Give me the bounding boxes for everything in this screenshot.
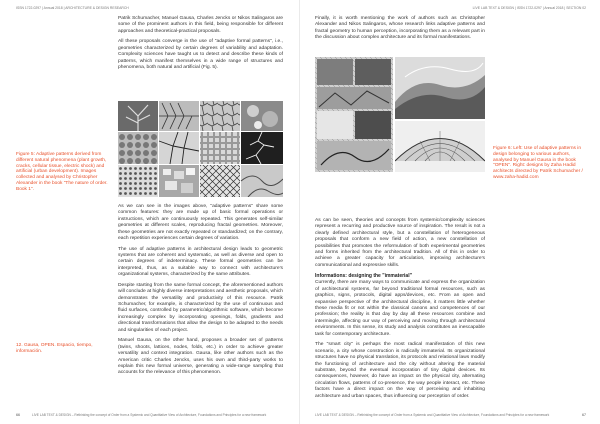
running-header-right: LIVE LAB TEXT & DESIGN | ISSN 1722-0297 | Annual 2018 | SECTION 02 <box>472 6 586 10</box>
section-heading: Informations: designing the "immaterial" <box>315 273 412 280</box>
fig5-tile <box>200 101 240 131</box>
right-text-column-top <box>315 16 485 46</box>
fig6-model-photo <box>317 141 391 170</box>
figure-6-left-svg <box>315 57 393 172</box>
figure-5-svg <box>118 101 283 197</box>
page-number-right: 67 <box>582 413 586 417</box>
fig5-tile <box>200 165 240 197</box>
paragraph: Currently, there are many ways to communicate and express the organization of architectural systems, far beyond traditional formal resources, such as graphics, signs, protocols, digital apps/devices, etc. From an open and expansive perspective of the architectural discipline, it matters little whether these media fit or not within the classical canons and competences of our profession; the reality is that day by day all these resources combine and intermingle, affecting our way of perceiving and moving through architectural environments. In this sense, its study and analysis constitutes an inescapable task for contemporary architecture. <box>315 280 485 337</box>
figure-6-zaha-render <box>395 57 485 119</box>
paragraph: Finally, it is worth mentioning the work of authors such as Christopher Alexander and Nikos Salingaros, whose research links adaptive patterns and fractal geometry to human perception, incorporating them as a relevant part in the discussion about complex architecture and its formal manifestations. <box>315 16 485 41</box>
paragraph: All these proposals converge in the use of "adaptive formal patterns", i.e., geometries characterized by certain degrees of variability and adaptation. Complexity sciences have taught us to detect and describe these kinds of patterns, which manifest themselves in a wide range of structures and phenomena, both natural and artificial (Fig. 5). <box>118 39 283 71</box>
paragraph: The use of adaptive patterns in architectural design leads to geometric systems that are coherent and systematic, as well as diverse and open to certain degrees of indeterminacy. These formal geometries can be interpreted, thus, as a suitable way to connect with architecture's organizational systems, characterized by the same attributes. <box>118 246 283 278</box>
fig6-model-photo <box>355 59 391 85</box>
fig5-tile <box>159 165 199 197</box>
page-number-left: 66 <box>16 413 20 417</box>
fig6-model-photo <box>355 111 391 139</box>
footnote-12: 12. Gausa, OPEN. Espacio, tiempo, información. <box>16 343 93 354</box>
fig5-tile <box>241 165 283 197</box>
fig5-tile <box>241 132 283 164</box>
fig6-model-photo <box>317 59 353 85</box>
figure-6-shell-svg <box>395 121 485 172</box>
figure-6-parametric-shell <box>395 121 485 172</box>
running-footer-right: LIVE LAB TEXT & DESIGN – Rethinking the concept of Order from a Systemic and Quantitative View of Architecture, Foundations and Principles for a new framework <box>315 413 550 417</box>
fig5-tile <box>159 132 199 164</box>
figure-5-caption: Figure 5: Adaptive patterns derived from different natural phenomena (plant growth, cracks, cellular tissue, electric shock) and artificial (urban development). Images collected and analysed by Christopher Alexander in the book "The nature of order. Book 1". <box>16 152 108 192</box>
right-page <box>300 0 600 424</box>
figure-6-caption: Figure 6: Left: Use of adaptive patterns in design belonging to various authors, analysed by Manuel Gausa in the book "OPEN". Right: designs by Zaha Hadid architects directed by Patrik Schumacher / www.zaha-hadid.com <box>493 146 583 180</box>
paragraph: The "smart city" is perhaps the most radical manifestation of this new scenario, a city whose construction is radically immaterial. Its organizational structures have no physical translation, its protocols and relational laws modify the functioning of architecture and the city without altering the material substrate, beyond the eventual incorporation of tiny digital devices. Its consequences, however, do have an impact on the physical city, alternating circulation flows, patterns of co-presence, the way people interact, etc. These factors have a direct impact on the way of perceiving and inhabiting architecture and urban spaces, thus influencing our perception of order. <box>315 342 485 399</box>
fig6-model-photo <box>317 111 353 139</box>
figure-6-left-image <box>315 57 393 172</box>
paragraph: As we can see in the images above, "adaptive patterns" share some common features: they are made up of basic formal operations or instructions, which are continuously repeated. This generates self-similar geometries at different scales, reproducing fractal geometries. Moreover, these geometries are not exactly repeated or standardized; on the contrary, each repetition experiences certain degrees of variation. <box>118 204 283 242</box>
paragraph: Manuel Gausa, on the other hand, proposes a broader set of patterns (twins, shoots, lattices, nodes, folds, etc.) in order to achieve greater versatility and context integration. Gausa, like other authors such as the American critic Charles Jencks, uses his own and third-party works to explain this new formal universe, generating a wide-range sampling that accounts for the relevance of this phenomenon. <box>118 338 283 376</box>
fig5-tile <box>118 101 158 131</box>
running-header-left: ISSN 1722-0297 | Annual 2018 | ARCHITECTURE & DESIGN RESEARCH <box>16 6 129 10</box>
fig5-tile <box>241 101 283 131</box>
fig5-tile <box>118 165 158 197</box>
paragraph: Patrik Schumacher, Manuel Gausa, Charles Jencks or Nikos Salingaros are some of the prominent authors in this field, being responsible for different approaches and theoretical-practical proposals. <box>118 16 283 34</box>
paragraph: Despite starting from the same formal concept, the aforementioned authors will conclude at highly diverse interpretations and aesthetic proposals, which demonstrates the versatility and productivity of this resource. Patrik Schumacher, for example, is characterized by the use of continuous and fluid surfaces, controlled by parametric/algorithmic software, which become increasingly complex by incorporating openings, folds, gradients and directional transformations that allow the design to be adapted to the needs and singularities of each project. <box>118 282 284 333</box>
fig5-tile <box>118 132 158 164</box>
fig5-tile <box>200 132 240 164</box>
left-text-column-top <box>118 16 283 76</box>
right-text-column-bottom <box>315 218 485 404</box>
figure-6-render-svg <box>395 57 485 119</box>
paragraph: As can be seen, theories and concepts from systemic/complexity sciences represent a recurring and productive source of inspiration. The result is not a clearly defined architectural style, but a constellation of heterogeneous proposals that conform a new field of action, a new constellation of possibilities that promotes the reformulation of both experimental geometries and forms inherited from the architectural tradition. All of this in order to achieve a greater capacity for articulation, improving architecture's communicational and expressive skills. <box>315 218 485 268</box>
running-footer-left: LIVE LAB TEXT & DESIGN – Rethinking the concept of Order from a Systemic and Quantitative View of Architecture, Foundations and Principles for a new framework <box>32 413 267 417</box>
fig5-tile <box>159 101 199 131</box>
left-text-column-bottom <box>118 204 283 381</box>
figure-5-pattern-grid <box>118 101 283 197</box>
